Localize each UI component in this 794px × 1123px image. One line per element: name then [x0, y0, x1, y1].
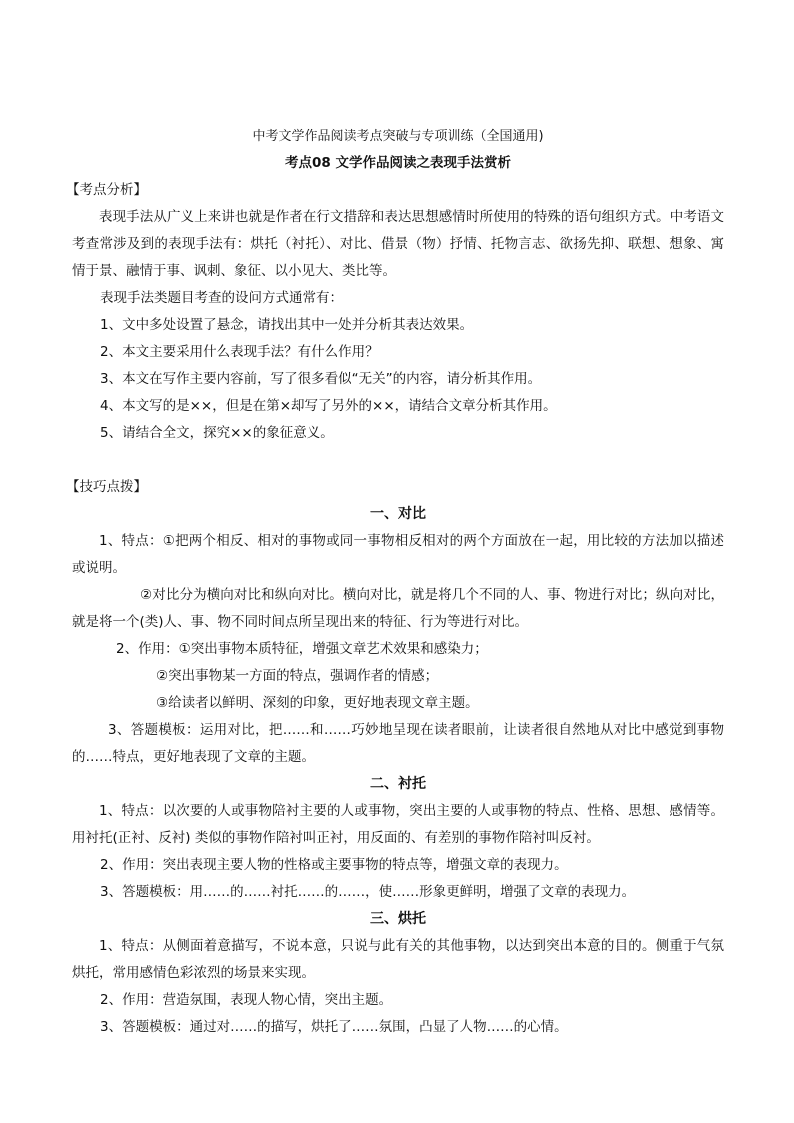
document-subtitle: 考点08 文学作品阅读之表现手法赏析 — [285, 155, 511, 171]
analysis-heading: 【考点分析】 — [66, 182, 147, 198]
tips-heading: 【技巧点拨】 — [66, 479, 147, 495]
contrast-feature-2: ②对比分为横向对比和纵向对比。横向对比，就是将几个不同的人、事、物进行对比；纵向对比，就是将一个(类)人、事、物不同时间点所呈现出来的特征、行为等进行对比。 — [72, 587, 724, 630]
question-item: 1、文中多处设置了悬念，请找出其中一处并分析其表达效果。 — [100, 317, 474, 333]
question-intro: 表现手法类题目考查的设问方式通常有： — [100, 290, 343, 306]
analysis-intro: 表现手法从广义上来讲也就是作者在行文措辞和表达思想感情时所使用的特殊的语句组织方式。中考语文考查常涉及到的表现手法有：烘托（衬托）、对比、借景（物）抒情、托物言志、欲扬先抑、联想、想象、寓情于景、融情于事、讽刺、象征、以小见大、类比等。 — [72, 209, 724, 279]
foil-template: 3、答题模板：用……的……衬托……的……，使……形象更鲜明，增强了文章的表现力。 — [100, 884, 636, 900]
section-title-contrast: 一、对比 — [370, 506, 426, 522]
contrast-effect-2: ②突出事物某一方面的特点，强调作者的情感； — [156, 668, 439, 684]
question-item: 3、本文在写作主要内容前，写了很多看似“无关”的内容，请分析其作用。 — [100, 371, 542, 387]
setting-off-effect: 2、作用：营造氛围，表现人物心情，突出主题。 — [100, 992, 393, 1008]
question-item: 4、本文写的是××，但是在第×却写了另外的××，请结合文章分析其作用。 — [100, 398, 557, 414]
document-title: 中考文学作品阅读考点突破与专项训练（全国通用) — [252, 129, 544, 144]
foil-feature: 1、特点：以次要的人或事物陪衬主要的人或事物，突出主要的人或事物的特点、性格、思想、感情等。用衬托(正衬、反衬) 类似的事物作陪衬叫正衬，用反面的、有差别的事物作陪衬叫反衬。 — [72, 803, 724, 846]
section-title-foil: 二、衬托 — [370, 776, 426, 792]
section-title-setting-off: 三、烘托 — [370, 911, 426, 927]
contrast-effect-1: 2、作用：①突出事物本质特征，增强文章艺术效果和感染力； — [116, 641, 488, 657]
question-item: 5、请结合全文，探究××的象征意义。 — [100, 425, 334, 441]
foil-effect: 2、作用：突出表现主要人物的性格或主要事物的特点等，增强文章的表现力。 — [100, 857, 568, 873]
question-item: 2、本文主要采用什么表现手法？有什么作用？ — [100, 344, 379, 360]
contrast-effect-3: ③给读者以鲜明、深刻的印象，更好地表现文章主题。 — [156, 695, 479, 711]
contrast-feature-1: 1、特点：①把两个相反、相对的事物或同一事物相反相对的两个方面放在一起，用比较的方法加以描述或说明。 — [72, 533, 724, 576]
setting-off-feature: 1、特点：从侧面着意描写，不说本意，只说与此有关的其他事物，以达到突出本意的目的。侧重于气氛烘托，常用感情色彩浓烈的场景来实现。 — [72, 938, 724, 981]
setting-off-template: 3、答题模板：通过对……的描写，烘托了……氛围，凸显了人物……的心情。 — [100, 1019, 568, 1035]
contrast-template: 3、答题模板：运用对比，把……和……巧妙地呈现在读者眼前，让读者很自然地从对比中感觉到事物的……特点，更好地表现了文章的主题。 — [72, 722, 724, 765]
document-page — [66, 123, 724, 1041]
